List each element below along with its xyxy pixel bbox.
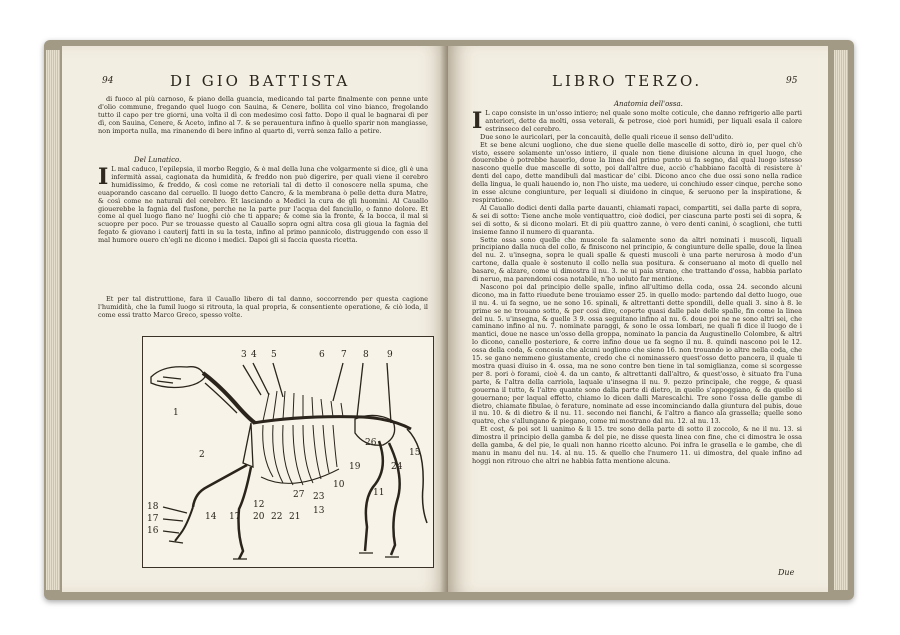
svg-text:26: 26 xyxy=(365,438,377,448)
svg-text:24: 24 xyxy=(391,462,403,472)
horse-skeleton-illustration xyxy=(143,337,433,567)
svg-text:6: 6 xyxy=(319,350,325,360)
open-book xyxy=(44,40,854,600)
svg-text:7: 7 xyxy=(341,350,347,360)
svg-text:22: 22 xyxy=(271,512,283,522)
svg-text:13: 13 xyxy=(313,506,325,516)
svg-text:23: 23 xyxy=(313,492,325,502)
svg-text:8: 8 xyxy=(363,350,369,360)
svg-text:1: 1 xyxy=(173,408,179,418)
scapula-bone xyxy=(243,423,253,467)
svg-text:19: 19 xyxy=(349,462,361,472)
svg-text:5: 5 xyxy=(271,350,277,360)
dropcap-I: I xyxy=(98,166,109,190)
left-running-head: DI GIO BATTISTA xyxy=(170,72,351,90)
svg-text:2: 2 xyxy=(199,450,205,460)
svg-text:27: 27 xyxy=(293,490,305,500)
left-after-text: Et per tal distruttione, fara il Cauallo libero di tal danno, soccorrendo per questa cagione l'humidità, che la fumil luogo si ritrouta, la qual propria, & consentiente operatione, & ciò loda, il come essi tratto Marco Greco, spesso volte. xyxy=(98,296,428,319)
svg-text:12: 12 xyxy=(253,500,265,510)
left-body-text: I L mal caduco, l'epilepsia, il morbo Reggio, & è mal della luna che volgarmente si dice, gli è una infermità assai, cagionata da humidità, & freddo non può digerire, per quali viene il cerebro humidissimo, & freddo, & così come ne retoriali tal di detto il conoscere nella spuma, che euaporando cascano dal ceruello. Il luogo detto Cancro, & la membrana ò pelle detta dura Matre, & così come ne naturali del cerebro. Et lasciando a Medici la cura de gli huomini. Al Cauallo giouerebbe la fagnia del fusfone, perche ne la parte pur l'acqua del fanciullo, o fanno dolore. Et come al quel luogo fiano ne' luoghi ciò che ti appare; & come sia la fronte, & la bocca, il mal si scuopre per poco. Pur se trouasse questo al Cauallo sopra ogni altra cosa gli gioua la fagnia del fegato & giovano i cauterij fatti in su la testa, infino al primo pannicolo, distruggendo con esso il mal humore ouero ch'egli ne dicono i medici. Dapoi gli si faccia questa ricetta. xyxy=(98,166,428,245)
svg-text:14: 14 xyxy=(205,512,217,522)
svg-text:21: 21 xyxy=(289,512,301,522)
svg-text:4: 4 xyxy=(251,350,257,360)
right-subheading: Anatomia dell'ossa. xyxy=(614,100,683,108)
tail-vertebrae xyxy=(407,429,427,523)
left-top-text: di fuoco al più carnoso, & piano della guancia, medicando tal parte finalmente con penne unte d'olio commune, fregando quel luogo con Sauina, & Cenere, bollita col vino bianco, fregolando tutto il capo per tre giorni, una volta il dì con medesimo così fatto. Dopo il qual le bagnarai dì per dì, con Sauina, Cenere, & Aceto, infino al 7. & se perauentura infino à quello sparir non mangiasse, non importa nulla, ma rinanendo di bere infino al quarto dì, verrà senza fallo a petire. xyxy=(98,95,428,135)
dropcap-I-right: I xyxy=(472,110,483,134)
right-folio: 95 xyxy=(786,76,798,86)
page-edges-right xyxy=(834,50,848,590)
svg-text:3: 3 xyxy=(241,350,247,360)
right-body-text: I L capo consiste in un'osso intiero; nel quale sono molte coticule, che danno refrigerio alle parti anteriori, dette da molti, ossa veterali, & petrose, cioè pori humidi, per liquali esala il calore estrinseco del cerebro. Due sono le auricolari, per la concauità, delle quali riceue il senso dell'udito. Et se bene alcuni uogliono, che due siene quelle delle mascelle di sotto, dirò io, per quel ch'ò visto, essere solamente un'osso intiero, il quale non tiene diuisione alcuna in quel luogo, che douerebbe ò potrebbe hauerlo, doue la linea del primo punto ui fa segno, dal qual luogo istesso nascono quelle due mascelle di sotto, poi dall'altre due, acciò c'habbiano facoltà di resistere à' denti del capo, dette mandibuli dal masticar de' cibi. Dicono anco che due ossi sono nella radice della lingua, le quali hauendo io, non l'ho uiste, ma uedere, ui conchiudo esser cinque, perche sono in esse alcune congiunture, per lequali si diuidono in cinque, & seruono per la inspiratione, & respiratione. Al Cauallo dodici denti dalla parte dauanti, chiamati rapaci, compartiti, sei dalla parte di sopra, & sei di sotto: Tiene anche mole ventiquattro, cioè dodici, per ciascuna parte posti sei di sopra, & sei di sotto, & si dicono molari. Et di più quattro zanne, ò vero denti canini, ò scaglioni, che tutti insieme fanno il numero di quaranta. Sette ossa sono quelle che muscole fa salamente sono da altri nominati i muscoli, liquali principiano dalla nuca del collo, & finiscono nel principio, & congiunture delle spalle, doue la linea del nu. 2. u'insegna, sopra le quali spalle & questi muscoli è una parte nerurosa à modo d'un cartone, dalla quale è sostenuto il collo nella sua positura. & conseruano al moto di quello nel basare, & alzare, come ui dimostra il nu. 3. ne ui paia strano, che trattando d'ossa, habbia parlato di neruo, ma parendomi cosa notabile, n'ho uoluto far mentione. Nascono poi dal principio delle spalle, infino all'ultimo della coda, ossa 24. secondo alcuni dicono, ma in fatto riuedute bene trouiamo esser 25. in quello modo: partendo dal detto luogo, oue il nu. 4. ui fa segno, ue ne sono 16. spinali, & altrettanti dette spondili, delle quali 3. sino à 8. le prime se ne trouano sotto, & per cosi dire, coperte quasi dalle pale delle spalle, fin come la linea del nu. 5. u'insegna, & quelle 3 9. ossa seguitano infino al nu. 6. doue poi ne ne sono altri sei, che caminano infino al nu. 7. nominate paraggi, & sono le ossa lombari, ne quali fi dice il luogo de i mantici, doue ne nasce un'osso della groppa, nominato la pancia da Augustinello Colombre, & altri lo dicono, canello posteriore, & corre infino doue ue fa segno il nu. 8. quindi nascono poi le 12. ossa della coda, & concosia che alcuni uogliono che sieno 16. non trouando io altre nella coda, che 15. se gano nemmeno giustamente, credo che ci nominassero quest'osso detto pancera, il quale ti mostra quasi diuiso in 4. ossa, ma ne sono contre ben tiene in tal somiglianza, come si scorgesse per 8. pori ò forami, cioè 4. da un canto, & altrettanti dall'altro, & quest'osso, è situato fra l'una parte, & l'altra della carriola, laquale u'insegna il nu. 9. pezzo principale, che regge, & quasi gouerna il tutto, & l'altre quante sono dalla parte di dietro, in quello s'appoggiano, & da quello si gouernano; per laqual effetto, chiamo lo dicen dalli Marescalchi. Tre sono l'ossa delle gambe di dietro, chiamate fibulae, ò ferature, nominate ad esse incominciando dalla giuntura del pubis, doue il nu. 10. & di dietro & il nu. 11. secondo nei fianchi, & l'altro a fianco ala grassella; quelle sono quatre, che s'allungano & piegano, come mi mostrano dal nu. 12. al nu. 13. Et cost, & poi sot li uanimo & li 15. tre sono della parte di sotto il zoccolo, & ne il nu. 13. si dimostra il principio della gamba & del pie, ne disse questa linea con fine, che ci dimostra le ossa della gamba, & del pie, le quali non hanno ricetto alcuno. Poi infra le grasella e le gambe, che dì manu in manu del nu. 14. al nu. 15. & quello che l'numero 11. ui dimostra, del quale infino ad hoggi non ritrouo che altri ne habbia fatta mentione alcuna. xyxy=(472,110,802,465)
left-folio: 94 xyxy=(102,76,114,86)
svg-text:16: 16 xyxy=(147,526,159,536)
right-page xyxy=(448,46,828,592)
svg-text:15: 15 xyxy=(409,448,421,458)
page-edges-left xyxy=(46,50,60,590)
horse-skeleton-plate xyxy=(142,336,434,568)
svg-text:17: 17 xyxy=(229,512,241,522)
catchword: Due xyxy=(778,568,795,577)
svg-text:17: 17 xyxy=(147,514,159,524)
left-page xyxy=(62,46,448,592)
right-running-head: LIBRO TERZO. xyxy=(552,72,703,90)
svg-text:20: 20 xyxy=(253,512,265,522)
skull-bone xyxy=(151,367,205,388)
svg-text:9: 9 xyxy=(387,350,393,360)
left-subheading: Del Lunatico. xyxy=(134,156,182,164)
svg-text:10: 10 xyxy=(333,480,345,490)
svg-text:18: 18 xyxy=(147,502,159,512)
rib-cage xyxy=(261,425,339,485)
svg-text:11: 11 xyxy=(373,488,385,498)
